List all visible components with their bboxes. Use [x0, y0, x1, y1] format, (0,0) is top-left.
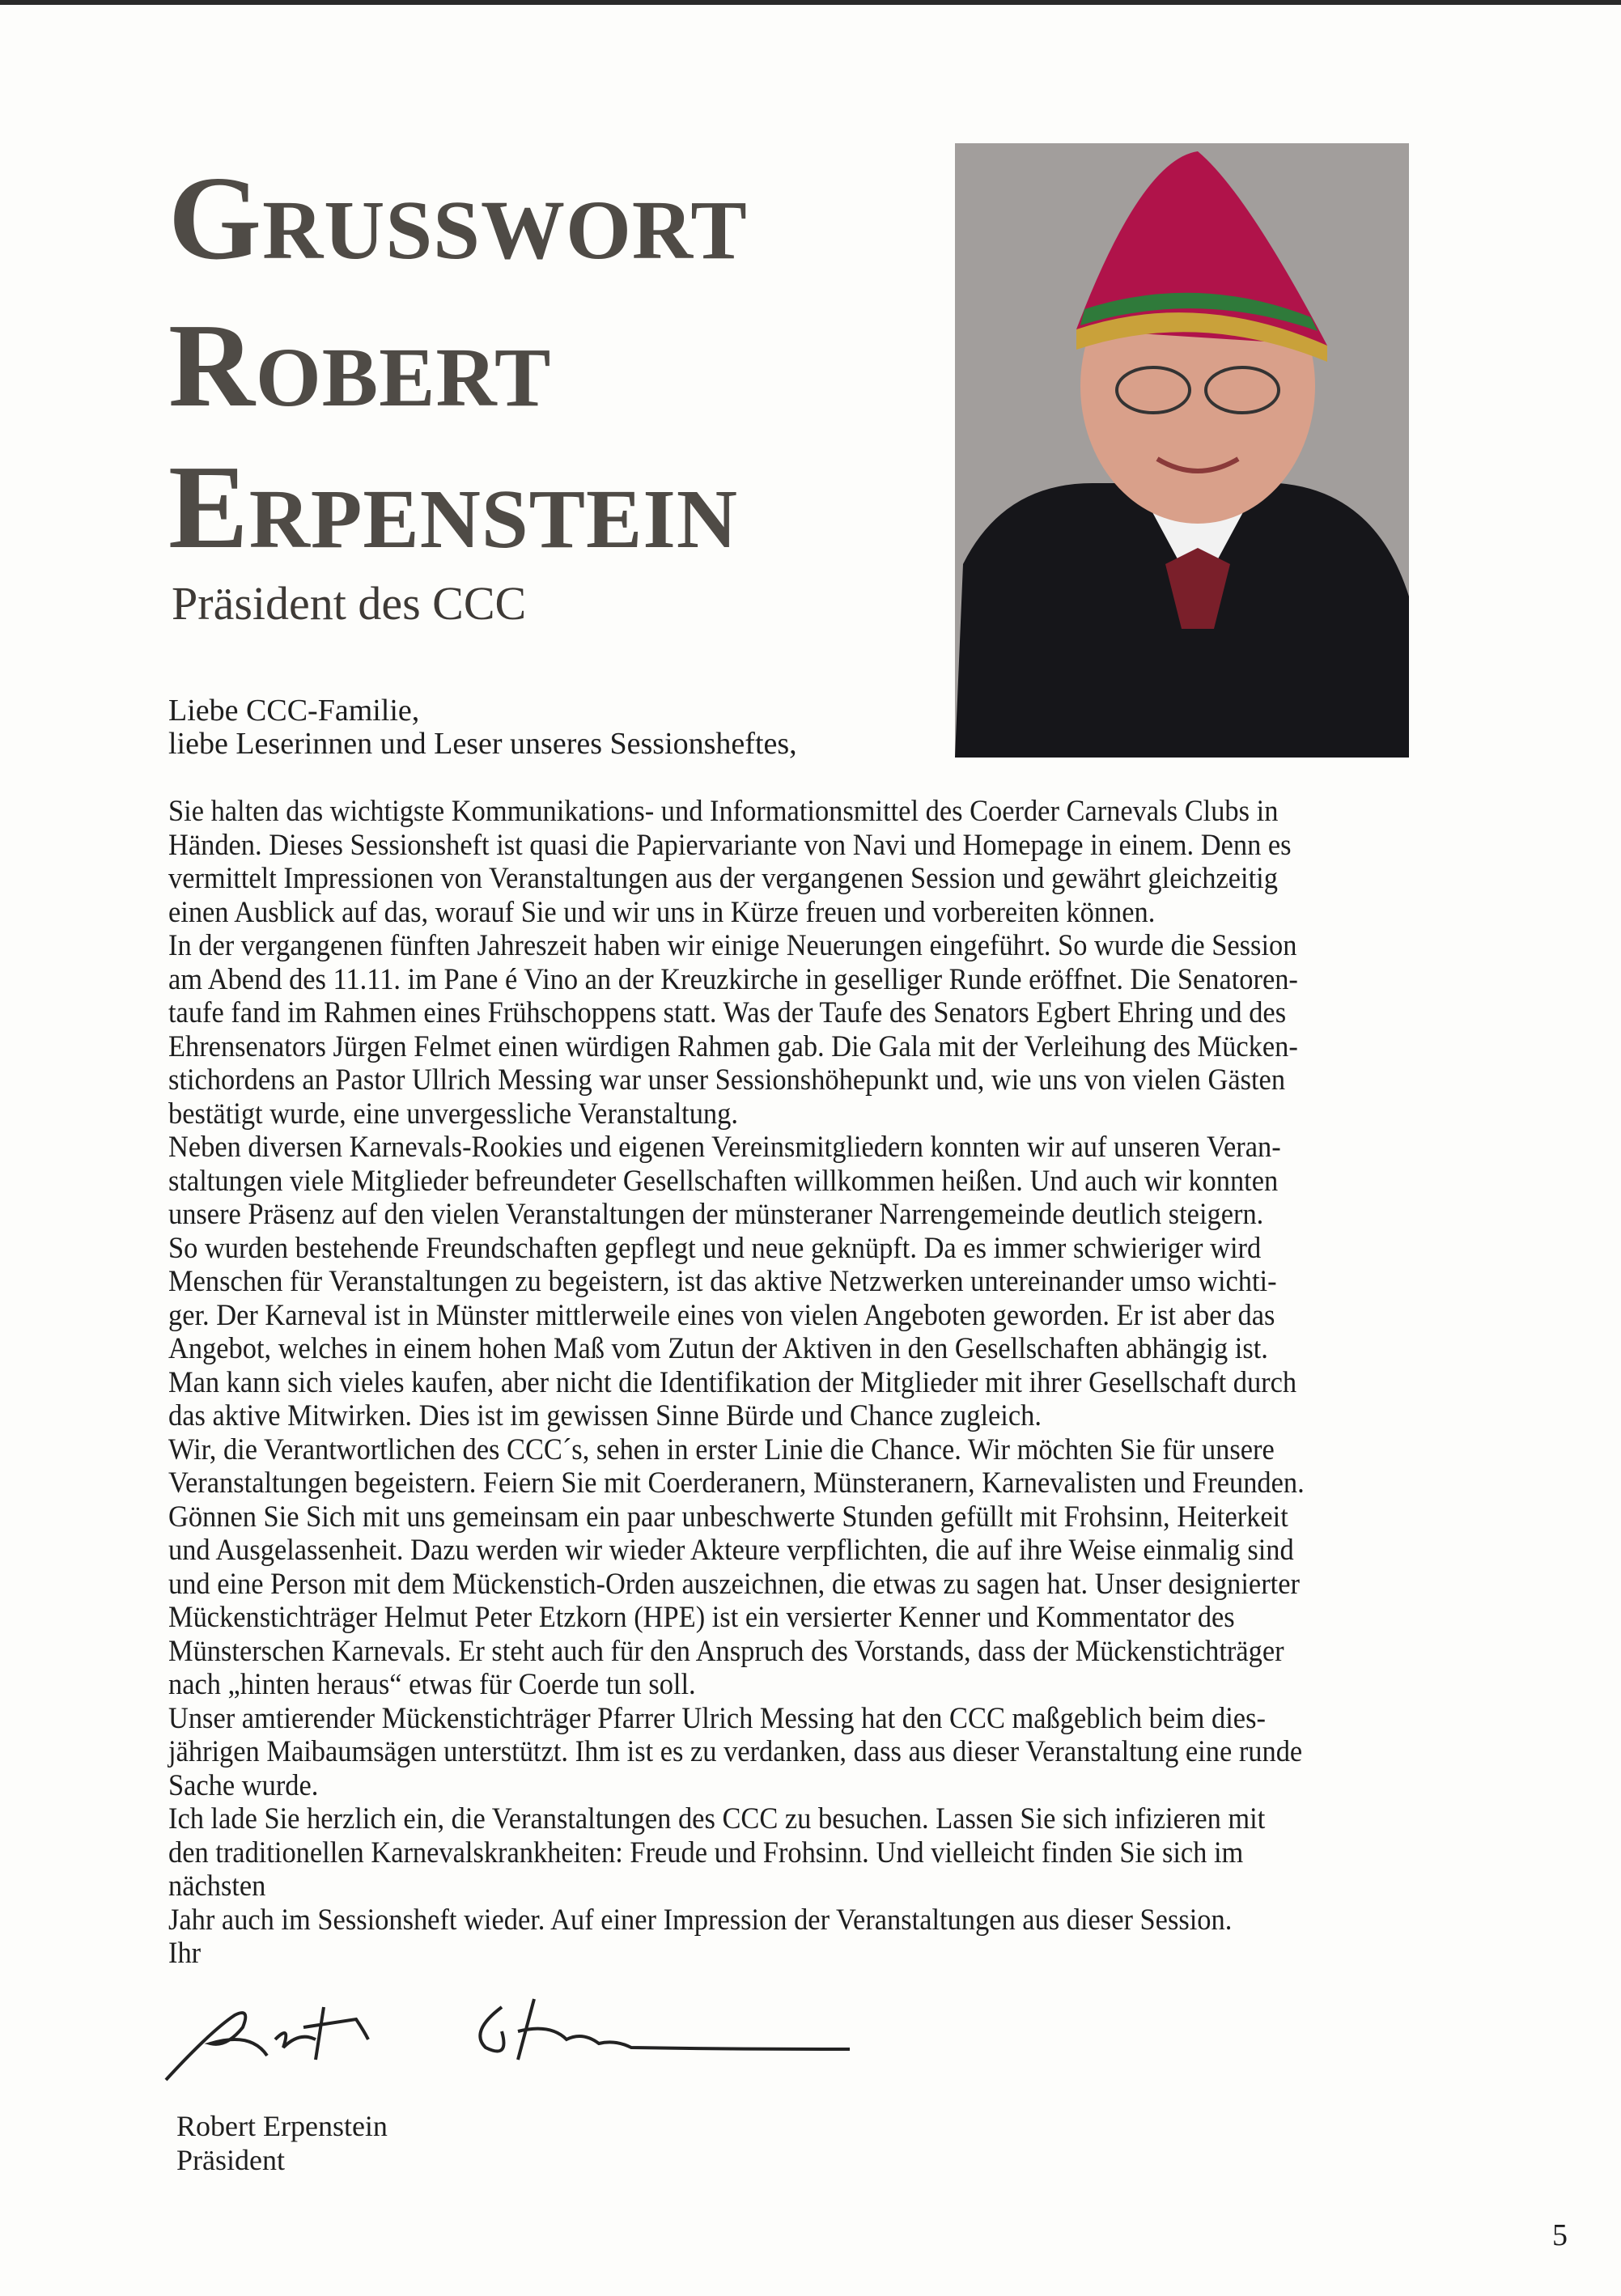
body-line: Unser amtierender Mückenstichträger Pfarrer Ulrich Messing hat den CCC maßgeblich beim dies- [168, 1701, 1266, 1735]
title-line-3: Erpenstein [168, 441, 738, 574]
body-line: bestätigt wurde, eine unvergessliche Veranstaltung. [168, 1097, 738, 1131]
portrait-icon [955, 143, 1409, 758]
body-line: nach „hinten heraus“ etwas für Coerde tun soll. [168, 1668, 696, 1701]
closing [176, 2109, 388, 2177]
body-line: das aktive Mitwirken. Dies ist im gewissen Sinne Bürde und Chance zugleich. [168, 1399, 1042, 1432]
body-line: Ich lade Sie herzlich ein, die Veranstaltungen des CCC zu besuchen. Lassen Sie sich infizieren mit [168, 1802, 1266, 1836]
signature-icon [162, 1983, 874, 2088]
body-line: stichordens an Pastor Ullrich Messing war unser Sessionshöhepunkt und, wie uns von vielen Gästen [168, 1063, 1286, 1097]
scan-border [0, 0, 1621, 5]
body-line: und eine Person mit dem Mückenstich-Orden auszeichnen, die etwas zu sagen hat. Unser designierter [168, 1567, 1300, 1601]
body-line: taufe fand im Rahmen eines Frühschoppens statt. Was der Taufe des Senators Egbert Ehring und des [168, 996, 1287, 1029]
body-line: Sie halten das wichtigste Kommunikations- und Informationsmittel des Coerder Carnevals Clubs in [168, 795, 1279, 828]
closing-name: Robert Erpenstein [176, 2110, 388, 2142]
body-line: jährigen Maibaumsägen unterstützt. Ihm ist es zu verdanken, dass aus dieser Veranstaltung eine runde [168, 1735, 1303, 1768]
body-line: Neben diversen Karnevals-Rookies und eigenen Vereinsmitgliedern konnten wir auf unseren Veran- [168, 1131, 1281, 1164]
body-line: Veranstaltungen begeistern. Feiern Sie mit Coerderanern, Münsteranern, Karnevalisten und Freunden. [168, 1466, 1305, 1500]
closing-role: Präsident [176, 2144, 285, 2176]
title-line-2: Robert [168, 299, 552, 432]
subtitle: Präsident des CCC [172, 577, 527, 630]
body-line: Sache wurde. [168, 1768, 319, 1802]
body-line: Ihr [168, 1937, 202, 1970]
greeting-line: liebe Leserinnen und Leser unseres Sessionsheftes, [168, 727, 797, 761]
letter-body [168, 795, 1463, 1971]
body-line: Ehrensenators Jürgen Felmet einen würdigen Rahmen gab. Die Gala mit der Verleihung des Mücken- [168, 1029, 1298, 1063]
body-line: Man kann sich vieles kaufen, aber nicht die Identifikation der Mitglieder mit ihrer Gesellschaft durch [168, 1365, 1297, 1399]
body-line: nächsten [168, 1869, 266, 1903]
body-line: vermittelt Impressionen von Veranstaltungen aus der vergangenen Session und gewährt gleichzeitig [168, 862, 1278, 895]
greeting-line: Liebe CCC-Familie, [168, 694, 420, 728]
body-line: Münsterschen Karnevals. Er steht auch für den Anspruch des Vorstands, dass der Mückenstichträger [168, 1634, 1284, 1668]
body-line: Menschen für Veranstaltungen zu begeistern, ist das aktive Netzwerken untereinander umso wichti- [168, 1265, 1277, 1298]
body-line: Mückenstichträger Helmut Peter Etzkorn (HPE) ist ein versierter Kenner und Kommentator des [168, 1601, 1235, 1634]
body-line: unsere Präsenz auf den vielen Veranstaltungen der münsteraner Narrengemeinde deutlich steigern. [168, 1198, 1264, 1231]
portrait-photo [955, 143, 1409, 758]
body-line: Jahr auch im Sessionsheft wieder. Auf einer Impression der Veranstaltungen aus dieser Session. [168, 1903, 1233, 1937]
body-line: Gönnen Sie Sich mit uns gemeinsam ein paar unbeschwerte Stunden gefüllt mit Frohsinn, Heiterkeit [168, 1500, 1288, 1534]
page-number: 5 [1552, 2218, 1568, 2252]
body-line: Angebot, welches in einem hohen Maß vom Zutun der Aktiven in den Gesellschaften abhängig ist. [168, 1332, 1268, 1365]
body-line: den traditionellen Karnevalskrankheiten: Freude und Frohsinn. Und vielleicht finden Sie sich im [168, 1836, 1244, 1869]
body-line: und Ausgelassenheit. Dazu werden wir wieder Akteure verpflichten, die auf ihre Weise einmalig sind [168, 1534, 1294, 1567]
greeting [168, 694, 797, 761]
title-line-1: Grusswort [168, 152, 748, 285]
body-line: So wurden bestehende Freundschaften gepflegt und neue geknüpft. Da es immer schwieriger wird [168, 1231, 1262, 1265]
body-line: staltungen viele Mitglieder befreundeter Gesellschaften willkommen heißen. Und auch wir konnten [168, 1164, 1279, 1198]
body-line: am Abend des 11.11. im Pane é Vino an der Kreuzkirche in geselliger Runde eröffnet. Die Senatoren- [168, 962, 1298, 996]
body-line: ger. Der Karneval ist in Münster mittlerweile eines von vielen Angeboten geworden. Er ist aber das [168, 1298, 1275, 1332]
body-line: Wir, die Verantwortlichen des CCC´s, sehen in erster Linie die Chance. Wir möchten Sie für unsere [168, 1432, 1275, 1466]
body-line: In der vergangenen fünften Jahreszeit haben wir einige Neuerungen eingeführt. So wurde die Session [168, 929, 1297, 962]
body-line: Händen. Dieses Sessionsheft ist quasi die Papiervariante von Navi und Homepage in einem. Denn es [168, 828, 1292, 862]
body-line: einen Ausblick auf das, worauf Sie und wir uns in Kürze freuen und vorbereiten können. [168, 895, 1156, 929]
